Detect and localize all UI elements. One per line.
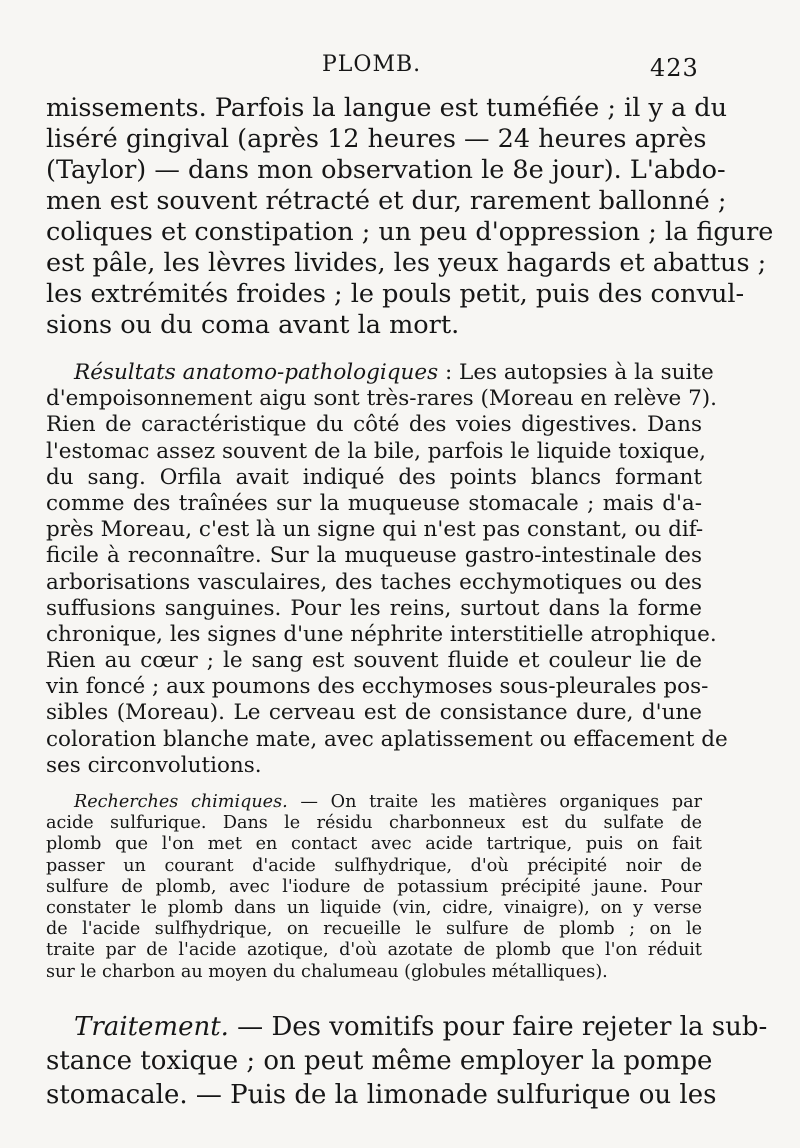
section-heading: Recherches chimiques.: [74, 792, 288, 812]
text-line: vin foncé ; aux poumons des ecchymoses sous-pleurales pos-: [46, 674, 709, 700]
paragraph-treatment: [46, 1010, 768, 1112]
text-line: coliques et constipation ; un peu d'oppression ; la figure: [46, 217, 774, 247]
running-title: PLOMB.: [322, 52, 422, 77]
section-heading: Traitement.: [74, 1012, 229, 1042]
text-line: (Taylor) — dans mon observation le 8e jour). L'abdo-: [46, 155, 726, 185]
text-line: les extrémités froides ; le pouls petit, puis des convul-: [46, 279, 745, 309]
text-line: coloration blanche mate, avec aplatissement ou effacement de: [46, 726, 728, 752]
text-line: sur le charbon au moyen du chalumeau (globules métalliques).: [46, 961, 608, 982]
text-line: de l'acide sulfhydrique, on recueille le sulfure de plomb ; on le: [46, 919, 702, 940]
text-line: est pâle, les lèvres livides, les yeux hagards et abattus ;: [46, 248, 767, 278]
text-line: près Moreau, c'est là un signe qui n'est pas constant, ou dif-: [46, 517, 704, 543]
text-line: stomacale. — Puis de la limonade sulfurique ou les: [46, 1080, 717, 1110]
text-run: — Des vomitifs pour faire rejeter la sub-: [228, 1012, 768, 1042]
text-line: ficile à reconnaître. Sur la muqueuse gastro-intestinale des: [46, 543, 702, 569]
text-run: : Les autopsies à la suite: [438, 360, 714, 385]
text-line: chronique, les signes d'une néphrite interstitielle atrophique.: [46, 621, 717, 647]
text-line: sions ou du coma avant la mort.: [46, 310, 460, 340]
text-line: comme des traînées sur la muqueuse stomacale ; mais d'a-: [46, 490, 702, 516]
text-line: sibles (Moreau). Le cerveau est de consistance dure, d'une: [46, 700, 702, 726]
text-line: suffusions sanguines. Pour les reins, surtout dans la forme: [46, 595, 702, 621]
page-number: 423: [650, 54, 699, 82]
section-heading: Résultats anatomo-pathologiques: [74, 360, 439, 385]
text-line: d'empoisonnement aigu sont très-rares (Moreau en relève 7).: [46, 386, 717, 412]
text-line: du sang. Orfila avait indiqué des points blancs formant: [46, 464, 702, 490]
paragraph-first-line: [46, 360, 714, 386]
paragraph-autopsy: [46, 360, 728, 779]
text-line: liséré gingival (après 12 heures — 24 heures après: [46, 124, 707, 154]
text-line: constater le plomb dans un liquide (vin, cidre, vinaigre), on y verse: [46, 897, 702, 918]
text-line: ses circonvolutions.: [46, 752, 262, 778]
text-line: stance toxique ; on peut même employer la pompe: [46, 1046, 713, 1076]
paragraph-chemistry: [46, 792, 702, 983]
paragraph-symptoms: [46, 93, 774, 341]
paragraph-first-line: [46, 792, 702, 813]
text-line: Rien de caractéristique du côté des voies digestives. Dans: [46, 412, 702, 438]
text-line: sulfure de plomb, avec l'iodure de potassium précipité jaune. Pour: [46, 876, 702, 897]
text-line: arborisations vasculaires, des taches ecchymotiques ou des: [46, 569, 702, 595]
text-line: passer un courant d'acide sulfhydrique, d'où précipité noir de: [46, 855, 702, 876]
text-line: men est souvent rétracté et dur, rarement ballonné ;: [46, 186, 727, 216]
text-line: traite par de l'acide azotique, d'où azotate de plomb que l'on réduit: [46, 940, 702, 961]
text-line: l'estomac assez souvent de la bile, parfois le liquide toxique,: [46, 438, 707, 464]
paragraph-first-line: [46, 1010, 768, 1044]
text-line: plomb que l'on met en contact avec acide tartrique, puis on fait: [46, 834, 702, 855]
text-run: — On traite les matières organiques par: [287, 792, 702, 812]
text-line: missements. Parfois la langue est tuméfiée ; il y a du: [46, 93, 728, 123]
text-line: acide sulfurique. Dans le résidu charbonneux est du sulfate de: [46, 813, 702, 834]
text-line: Rien au cœur ; le sang est souvent fluide et couleur lie de: [46, 648, 702, 674]
running-head: [0, 52, 800, 82]
